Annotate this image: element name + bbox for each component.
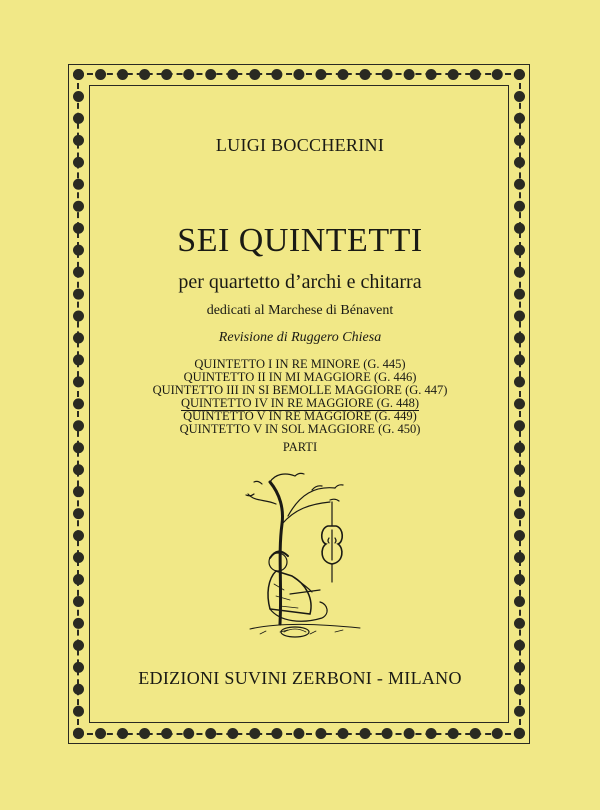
- work-title: QUINTETTO III IN SI BEMOLLE MAGGIORE (G. 447): [152, 383, 448, 397]
- musician-engraving-illustration: [240, 464, 370, 644]
- work-item: [0, 423, 600, 436]
- work-title: QUINTETTO V IN RE MAGGIORE (G. 449): [183, 409, 417, 423]
- composer-name: LUIGI BOCCHERINI: [215, 135, 385, 155]
- work-title: QUINTETTO I IN RE MINORE (G. 445): [194, 357, 406, 371]
- works-list: [0, 358, 600, 436]
- page-title: SEI QUINTETTI: [177, 222, 423, 259]
- dedication: dedicati al Marchese di Bénavent: [206, 303, 394, 318]
- work-title: QUINTETTO IV IN RE MAGGIORE (G. 448): [180, 396, 420, 410]
- revision-credit: Revisione di Ruggero Chiesa: [218, 330, 382, 345]
- publisher: EDIZIONI SUVINI ZERBONI - MILANO: [138, 668, 462, 688]
- subtitle: per quartetto d’archi e chitarra: [178, 271, 422, 293]
- work-title: QUINTETTO II IN MI MAGGIORE (G. 446): [183, 370, 417, 384]
- parts-label: PARTI: [282, 440, 318, 454]
- work-title: QUINTETTO V IN SOL MAGGIORE (G. 450): [179, 422, 421, 436]
